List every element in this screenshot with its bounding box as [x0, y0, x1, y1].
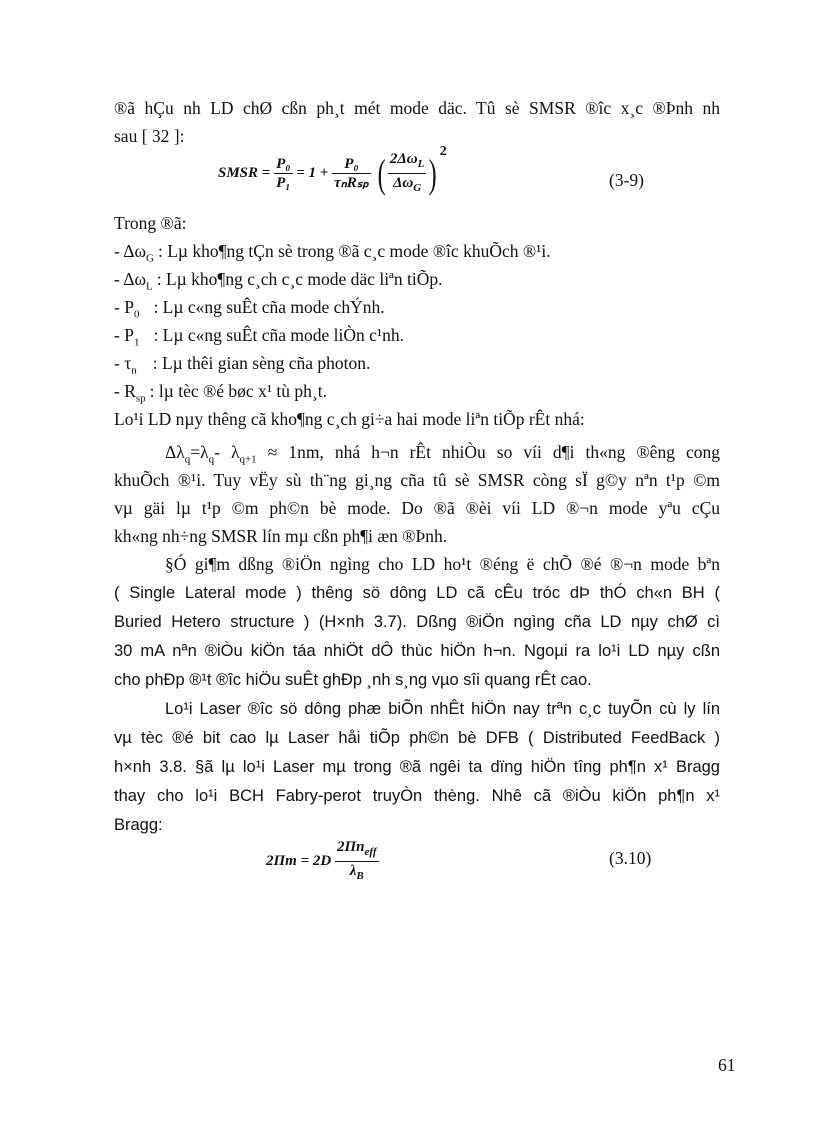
text-line: thay cho lo¹i BCH Fabry-perot truyÒn thèng. Nhê cã ®iÒu kiÖn ph¶n x¹	[114, 787, 720, 805]
list-item: - $\Delta\omega_G$ : Lµ kho¶ng tÇn sè trong ®ã c¸c mode ®îc khuÕch ®¹i.	[114, 241, 551, 265]
text-line: Trong ®ã:	[114, 213, 187, 233]
frac-numerator: P₀	[276, 156, 291, 172]
fraction-p0-p1	[274, 155, 292, 192]
frac-numerator: P₀	[332, 155, 371, 174]
text-line: khuÕch ®¹i. Tuy vËy sù th¨ng gi¸ng cña tû sè SMSR còng sÏ g©y nªn t¹p ©m	[114, 470, 720, 490]
page-number: 61	[718, 1055, 736, 1075]
text-line: Bragg:	[114, 816, 163, 834]
text-line: kh«ng nh÷ng SMSR lín mµ cßn ph¶i æn ®Þnh.	[114, 526, 448, 546]
text-line: ( Single Lateral mode ) thêng sö dông LD cã cÊu tróc dÞ thÓ ch«n BH (	[114, 584, 720, 602]
fraction-domega	[388, 150, 427, 197]
list-item: - $P_0$ : Lµ c«ng suÊt cña mode chÝnh.	[114, 297, 385, 321]
eq-lhs: SMSR	[218, 164, 259, 181]
text-line: h×nh 3.8. §ã lµ lo¹i Laser mµ trong ®ã ngêi ta dïng hiÖn tîng ph¶n x¹ Bragg	[114, 758, 720, 776]
text-line: Lo¹i Laser ®îc sö dông phæ biÕn nhÊt hiÖn nay trªn c¸c tuyÕn cù ly lín	[165, 700, 720, 718]
text-line: Buried Hetero structure ) (H×nh 3.7). Dßng ®iÖn ngìng cña LD nµy chØ cì	[114, 613, 720, 631]
text-line: vµ tèc ®é bit cao lµ Laser håi tiÕp ph©n bè DFB ( Distributed FeedBack )	[114, 729, 720, 747]
text-line: §Ó gi¶m dßng ®iÖn ngìng cho LD ho¹t ®éng ë chÕ ®é ®¬n mode bªn	[165, 554, 720, 574]
text-line: cho phÐp ®¹t ®îc hiÖu suÊt ghÐp ¸nh s¸ng vµo sîi quang rÊt cao.	[114, 671, 592, 689]
right-paren: )	[429, 150, 438, 196]
text-line: $\Delta\lambda_q=\lambda_q-$ $\lambda_{q+1} \approx 1nm$, nhá h¬n rÊt nhiÒu so víi d¶i th«ng ®êng cong	[165, 442, 720, 466]
frac-denominator: $\Delta\omega_G$	[393, 175, 422, 194]
list-item: - $\Delta\omega_L$ : Lµ kho¶ng c¸ch c¸c mode däc liªn tiÕp.	[114, 269, 443, 293]
equation-smsr	[218, 144, 447, 197]
list-item: - $P_1$ : Lµ c«ng suÊt cña mode liÒn c¹nh.	[114, 325, 404, 349]
text-line: ®ã hÇu nh LD chØ cßn ph¸t mét mode däc. Tû sè SMSR ®îc x¸c ®Þnh nh	[114, 98, 720, 118]
text-line: vµ gäi lµ t¹p ©m ph©n bè mode. Do ®ã ®èi víi LD ®¬n mode yªu cÇu	[114, 498, 720, 518]
exponent: 2	[439, 144, 447, 159]
equation-number: (3.10)	[609, 848, 652, 868]
equation-number: (3-9)	[609, 170, 644, 190]
list-item: - $R_{sp}$ : lµ tèc ®é bøc x¹ tù ph¸t.	[114, 381, 327, 405]
eq-one-plus: = 1 +	[296, 164, 329, 181]
text-line: Lo¹i LD nµy thêng cã kho¶ng c¸ch gi÷a hai mode liªn tiÕp rÊt nhá:	[114, 409, 585, 429]
frac-numerator: $2\Delta\omega_L$	[388, 150, 427, 174]
list-item: - $\tau_n$ : Lµ thêi gian sèng cña photon.	[114, 353, 371, 377]
eq-equals: =	[261, 164, 271, 181]
frac-numerator: $2\Pi n_{eff}$	[335, 838, 379, 862]
text-line: sau [ 32 ]:	[114, 126, 185, 146]
equation-bragg	[266, 838, 379, 885]
left-paren: (	[377, 150, 386, 196]
fraction-bragg	[335, 838, 379, 885]
frac-denominator: $\lambda_B$	[349, 863, 364, 882]
frac-denominator: P₁	[276, 175, 291, 191]
fraction-p0-tau	[332, 155, 371, 192]
frac-denominator: τₙRₛₚ	[334, 175, 369, 191]
text-line: 30 mA nªn ®iÒu kiÖn táa nhiÖt dÔ thùc hiÖn h¬n. Ngoµi ra lo¹i LD nµy cßn	[114, 642, 720, 660]
eq-lhs: 2Πm = 2D	[266, 852, 332, 869]
